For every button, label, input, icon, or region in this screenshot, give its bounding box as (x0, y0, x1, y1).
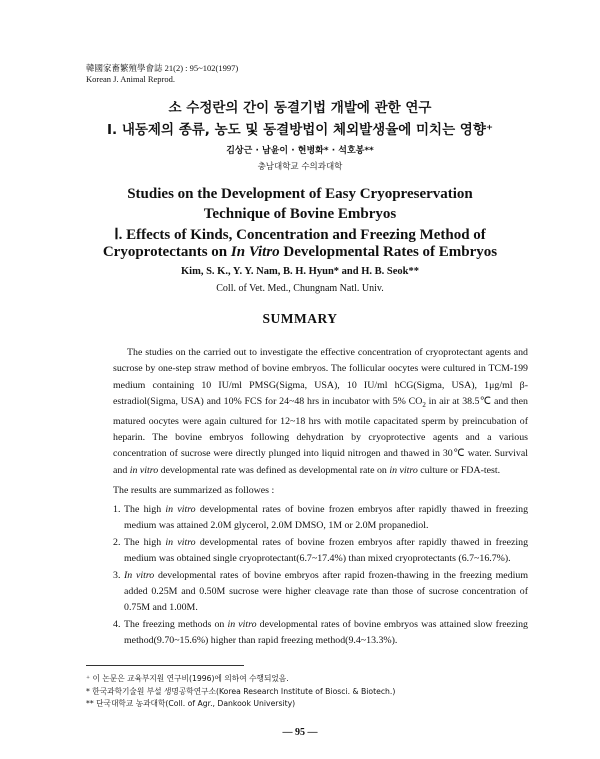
item-text: The high in vitro developmental rates of bovine frozen embryos after rapidly thawed in freezing medium was attained 2.0M glycerol, 2.0M DMSO, 1M or 2.0M propanediol. (124, 504, 529, 532)
title-line4-part-c: Developmental Rates of Embryos (279, 244, 498, 260)
item-number: 2. (113, 536, 121, 548)
list-item (113, 535, 528, 568)
co2-subscript: 2 (422, 401, 426, 410)
results-list (113, 502, 528, 650)
journal-header (86, 63, 238, 85)
english-title-line2: Technique of Bovine Embryos (203, 206, 397, 222)
journal-citation-korean: 韓國家畜繁殖學會誌 21(2) : 95~102(1997) (86, 63, 239, 73)
p1-part-a: The studies on the carried out to investigate the effective concentration of cryoprotectant agents and sucrose by one-step straw method of bovine embryos. The follicular oocytes were cultured in TCM-199 medium containing 10 IU/ml PMSG(Sigma, USA), 10 IU/ml hCG(Sigma, USA), 1μg/ml β-estradiol(Sigma, USA) and 10% FCS for 24~48 hrs in incubator with 5% CO (113, 347, 528, 408)
list-item (113, 502, 528, 535)
item-text: The freezing methods on in vitro developmental rates of bovine embryos was attained slow freezing method(9.70~15.6%) higher than rapid freezing method(9.4~13.3%). (124, 618, 528, 647)
title-line4-part-a: Cryoprotectants on (102, 244, 231, 260)
item-number: 1. (113, 504, 121, 515)
korean-title-line1: 소 수정란의 간이 동결기법 개발에 관한 연구 (168, 100, 432, 116)
footnote-divider (86, 665, 244, 666)
footnote-affiliation-1: * 한국과학기술원 부설 생명공학연구소(Korea Research Institute of Biosci. & Biotech.) (86, 687, 396, 696)
english-affiliation: Coll. of Vet. Med., Chungnam Natl. Univ. (216, 283, 384, 294)
english-title-line4 (0, 244, 600, 261)
korean-affiliation: 충남대학교 수의과대학 (257, 162, 343, 172)
p1-italic-2: in vitro (389, 464, 418, 476)
item-number: 3. (113, 569, 121, 581)
title-line4-italic: In Vitro (230, 244, 280, 260)
english-authors: Kim, S. K., Y. Y. Nam, B. H. Hyun* and H. B. Seok** (181, 266, 419, 277)
korean-title-line2: Ⅰ. 내동제의 종류, 농도 및 동결방법이 체외발생율에 미치는 영향⁺ (106, 122, 494, 138)
summary-heading: SUMMARY (262, 311, 338, 326)
english-title-line3: Ⅰ. Effects of Kinds, Concentration and Freezing Method of (114, 227, 486, 243)
item-text: In vitro developmental rates of bovine embryos after rapid frozen-thawing in the freezing medium added 0.25M and 0.50M sucrose were higher cleavage rate than those of sucrose concentration of 0.75M and 1.00M. (124, 569, 528, 614)
journal-name-english: Korean J. Animal Reprod. (86, 74, 175, 84)
list-item (113, 568, 528, 617)
p1-part-b: in air at 38.5℃ and then matured oocytes were again cultured for 12~18 hrs with motile capacitated sperm by preincubation of heparin. The bovine embryos following dehydration by cryoprotective agents and a various concentration of sucrose were directly plunged into liquid nitrogen and thawed in 30℃ water. Survival and (113, 396, 528, 476)
footnote-affiliation-2: ** 단국대학교 농과대학(Coll. of Agr., Dankook University) (86, 699, 296, 708)
p1-part-d: culture or FDA-test. (417, 464, 501, 476)
english-title-line1: Studies on the Development of Easy Cryopreservation (127, 186, 473, 202)
footnote-funding: ⁺ 이 논문은 교육부지원 연구비(1996)에 의하여 수행되었음. (86, 674, 289, 683)
p1-italic-1: in vitro (129, 464, 159, 476)
item-number: 4. (113, 618, 121, 630)
korean-authors: 김상근 · 남윤이 · 현병화* · 석호봉** (226, 146, 374, 156)
summary-paragraph (113, 345, 528, 479)
page-number: ― 95 ― (282, 727, 318, 738)
results-intro: The results are summarized as followes : (113, 485, 275, 496)
list-item (113, 617, 528, 650)
item-text: The high in vitro developmental rates of bovine frozen embryos after rapidly thawed in freezing medium was obtained single cryoprotectant(6.7~17.4%) than mixed cryoprotectants (6.7~16.7%). (124, 536, 529, 565)
p1-part-c: developmental rate was defined as developmental rate on (158, 464, 390, 476)
